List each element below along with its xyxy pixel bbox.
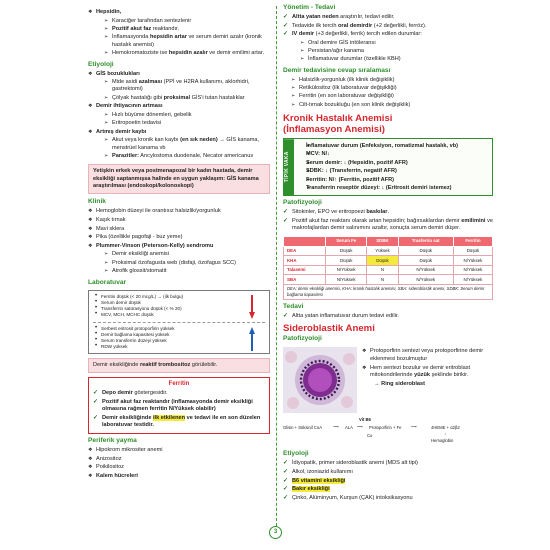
table-header: Ferritin: [453, 236, 492, 246]
list-item: ➢ Çölyak hastalığı gibi proksimal GİS'i tutan hastalıklar: [96, 95, 270, 102]
ferritin-box: [88, 377, 270, 434]
list-item: ✓ Sitokinler, EPO ve eritropoezi baskılar.: [283, 209, 493, 216]
etiyoloji-2-heading: Etiyoloji: [283, 450, 309, 458]
etiyoloji-list: [88, 71, 270, 161]
patofizyoloji-2-heading: Patofizyoloji: [283, 335, 322, 343]
yanit-heading: Demir tedavisine cevap sıralaması: [283, 66, 391, 74]
list-item: ❖ Anizositoz: [88, 456, 270, 463]
list-item: • Transferrin reseptör düzeyi: ↓ (Eritrosit demiri istemez): [298, 185, 488, 192]
hepsidin-sub-4: ➢ Hemokromatoziste ise hepsidin azalır ve demir emilimi artar.: [96, 50, 270, 57]
hepsidin-list: [88, 9, 270, 57]
list-item: ➢ Oral demire GİS intöleransı: [292, 40, 493, 47]
kha-title: Kronik Hastalık Anemisi: [283, 113, 393, 125]
list-item: ➢ Cilt-tırnak bozukluğu (en son klinik değişiklik): [283, 102, 493, 109]
list-item: ➢ Persistan/ağır kanama: [292, 48, 493, 55]
lab-down-1: • Ferritin düşük (< 20 mcg/L) → (ilk bulgu): [93, 294, 265, 300]
klinik-heading: Klinik: [88, 198, 106, 206]
list-item: ✓ Altta yatan neden araştırılır, tedavi edilir.: [283, 14, 493, 21]
column-divider: [276, 6, 277, 536]
list-item: ✓ Tedavide ilk tercih oral demirdir (+2 değerlikli, ferröz).: [283, 23, 493, 30]
table-header: Serum Fe: [326, 236, 367, 246]
list-item: ➢ Halsizlik-yorgunluk (ilk klinik değişiklik): [283, 77, 493, 84]
hepsidin-sub-1: ➢ Karaciğer tarafından sentezlenir: [96, 18, 270, 25]
list-item: ❖ Protoporfirin sentezi veya protoporfirine demir eklenmesi bozulmuştur: [362, 348, 493, 363]
arrow-up-icon: [249, 327, 255, 351]
list-item: ➢ Proksimal özofagusta web (disfaji, özofagus SCC): [96, 260, 270, 267]
yanit-list: [283, 77, 493, 110]
periferik-heading: Periferik yayma: [88, 436, 137, 444]
ferritin-title: Ferritin: [168, 381, 190, 388]
etiyoloji-heading: Etiyoloji: [88, 60, 114, 68]
table-row: DEA Düşük Yüksek Düşük Düşük: [284, 246, 493, 256]
table-row: SBA N/Yüksek N N/Yüksek N/Yüksek: [284, 275, 493, 285]
ring-sideroblast-label: → Ring sideroblast: [374, 381, 425, 388]
arrow-down-icon: ↓: [444, 431, 447, 437]
ring-sideroblast-micrograph: [283, 347, 357, 413]
protoporfirin-label: Protoporfirin + Fe: [369, 425, 402, 431]
list-item: ➢ Mide asidi azalması (PPİ ve H2RA kullanımı, aklorhidri, gastrektomi): [96, 79, 270, 94]
list-item: ❖ Pika (özellikle pagofaji - buz yeme): [88, 234, 270, 241]
list-item: • Serum demir: ↓ (Hepsidin, pozitif AFR): [298, 160, 488, 167]
list-item: ❖ Mavi sklera: [88, 226, 270, 233]
table-header: SDBK: [367, 236, 398, 246]
list-item: ➢ Akut veya kronik kan kaybı (en sık neden) → GİS kanama, menstrüel kanama vb: [96, 137, 270, 152]
list-item: ✓ IV demir (+3 değerlikli, ferrik) tercih edilen durumlar: ➢ Oral demire GİS intöleransı ➢ Persistan/ağır kanama ➢ İnflamatuvar durumlar (özellikle KBH): [283, 31, 493, 64]
hepsidin-item: ❖ Hepsidin, ➢ Karaciğer tarafından sentezlenir ➢ Pozitif akut faz reaktandır. ➢ İnflamasyonda hepsidin artar ve serum demiri azalır (kronik hastalık anemisi) ➢ Hemokromatoziste ise hepsidin azalır ve demir emilimi artar.: [88, 9, 270, 57]
table-header: [284, 236, 326, 246]
yonetim-heading: Yönetim - Tedavi: [283, 4, 336, 11]
list-item: ❖ Hemoglobin düzeyi ile orantısız halsizlik/yorgunluk: [88, 208, 270, 215]
lab-up-2: • Demir bağlama kapasitesi yüksek: [93, 332, 265, 338]
list-item: ❖ Kalem hücreleri: [88, 473, 270, 480]
right-column: [283, 4, 493, 502]
gis-bleeding-note: Yetişkin erkek veya postmenapozal bir kadın hastada, demir eksikliği saptanmışsa halinde en uygun yaklaşım: GİS kanama araştırılması (endoskopi/kolonoskopi): [88, 164, 270, 194]
list-item: ➢ Retikülositoz (ilk laboratuvar değişikliği): [283, 85, 493, 92]
list-item: • İnflamatuvar durum (Enfeksiyon, romatizmal hastalık, vb): [298, 143, 488, 150]
table-header: Trasferrin sat: [398, 236, 453, 246]
periferik-list: [88, 447, 270, 480]
patofizyoloji-list: [283, 209, 493, 232]
hepsidin-sub-3: ➢ İnflamasyonda hepsidin artar ve serum demiri azalır (kronik hastalık anemisi): [96, 34, 270, 49]
list-item: ✓ B6 vitamini eksikliği: [283, 478, 493, 485]
list-item: ❖ Hipokrom mikrositer anemi: [88, 447, 270, 454]
list-item: ✓ Demir eksikliğinde ilk etkilenen ve tedavi ile en son düzelen laboratuvar testidir.: [93, 415, 265, 430]
etiyoloji-item-ihtiyac: ❖ Demir ihtiyacının artması ➢ Hızlı büyüme dönemleri, gebelik ➢ Eritropoetin tedavisi: [88, 103, 270, 127]
list-item: ➢ Demir eksikliği anemisi: [96, 251, 270, 258]
sideroblastik-title: Sideroblastik Anemi: [283, 323, 375, 335]
lab-up-4: • RDW yüksek: [93, 344, 265, 350]
vit-b6-label: Vit B6: [359, 417, 371, 423]
table-row: KHA Düşük Düşük Düşük N/Yüksek: [284, 256, 493, 266]
list-item: • SDBK: ↓ (Transferrin, negatif AFR): [298, 168, 488, 175]
lab-down-2: • Serum demir düşük: [93, 300, 265, 306]
lab-down-3: • Transferrin satürasyonu düşük (< % 20): [93, 306, 265, 312]
hepsidin-sub-2: ➢ Pozitif akut faz reaktandır.: [96, 26, 270, 33]
arrow-right-icon: ⟶: [357, 424, 364, 430]
trombositoz-note: Demir eksikliğinde reaktif trombositoz görülebilir.: [88, 358, 270, 373]
lab-down-4: • MCV, MCH, MCHC düşük: [93, 312, 265, 318]
tipik-vaka-label: TİPİK VAKA: [284, 139, 294, 195]
list-item: ✓ Altta yatan inflamatuvar durum tedavi edilir.: [283, 313, 493, 320]
list-item: • MCV: N/↓: [298, 151, 488, 158]
sideroblast-section: [283, 347, 493, 413]
list-item: ➢ Eritropoetin tedavisi: [96, 120, 270, 127]
list-item: ✓ İdiyopatik, primer sideroblastik anemi (MDS alt tipi): [283, 460, 493, 467]
list-item: ➢ İnflamatuvar durumlar (özellikle KBH): [292, 56, 493, 63]
glisin-label: Glisin + Süksinil CoA: [283, 425, 322, 431]
list-item: ❖ Hem sentezi bozulur ve demir eritroblast mitokondrilerinde yüzük şeklinde birikir.: [362, 365, 493, 380]
hemoglobin-label: Hemoglobin: [431, 438, 454, 444]
plummer-vinson-item: ❖ Plummer-Vinson (Peterson-Kelly) sendromu ➢ Demir eksikliği anemisi ➢ Proksimal özofagusta web (disfaji, özofagus SCC) ➢ Atrofik glossit/stomatit: [88, 243, 270, 276]
list-item: ✓ Pozitif akut faz reaktanı olarak artan hepsidin; bağırsaklardan demir emilimini ve makrofajlardan demir salınımını azaltır, sonuçta serum demiri düşer.: [283, 218, 493, 233]
table-footnote: DEA: demir eksikliği anemisi, KHA: kronik hastalık anemisi, SBA: sideroblastik anemi, SDBK: Serum demir bağlama kapasitesi: [283, 285, 493, 300]
table-header-row: [284, 236, 493, 246]
arrow-right-icon: ⟶: [333, 424, 340, 430]
lab-up-1: • Serbest eritrosit protoporfirin yüksek: [93, 326, 265, 332]
laboratuvar-heading: Laboratuvar: [88, 278, 127, 286]
arrow-down-icon: [249, 295, 255, 319]
page-number: 3: [269, 526, 282, 539]
arrow-right-icon: ⟶: [411, 424, 418, 430]
list-item: ✓ Bakır eksikliği: [283, 486, 493, 493]
laboratuvar-box: [88, 290, 270, 354]
left-column: [88, 8, 270, 480]
anemia-comparison-table: [283, 236, 493, 285]
patofizyoloji-heading: Patofizyoloji: [283, 199, 322, 207]
list-item: ➢ Atrofik glossit/stomatit: [96, 268, 270, 275]
etiyoloji-item-kayip: ❖ Artmış demir kaybı ➢ Akut veya kronik kan kaybı (en sık neden) → GİS kanama, menstrüel kanama vb ➢ Parazitler: Ancylostoma duodenale, Necator americanus: [88, 129, 270, 161]
list-item: • Ferritin: N/↑ (Ferritin, pozitif AFR): [298, 177, 488, 184]
list-item: ✓ Çinko, Alüminyum, Kurşun (ÇAK) intoksikasyonu: [283, 495, 493, 502]
etiyoloji-item-gis: ❖ GİS bozuklukları ➢ Mide asidi azalması (PPİ ve H2RA kullanımı, aklorhidri, gastrektomi) ➢ Çölyak hastalığı gibi proksimal GİS'i tutan hastalıklar: [88, 71, 270, 103]
heme-label: 4HEME + α2β2: [431, 425, 460, 431]
ala-label: ALA: [345, 425, 353, 431]
list-item: ✓ Depo demir göstergesidir.: [93, 390, 265, 397]
kha-subtitle: (İnflamasyon Anemisi): [283, 124, 385, 136]
yonetim-list: [283, 14, 493, 64]
list-item: ❖ Poikilositoz: [88, 464, 270, 471]
heme-synthesis-diagram: [283, 417, 493, 447]
cu-label: Cu: [367, 433, 373, 439]
table-row: Talasemi N/Yüksek N N/Yüksek N/Yüksek: [284, 265, 493, 275]
tipik-vaka-box: [283, 138, 493, 196]
lab-separator: [93, 322, 265, 323]
klinik-list: [88, 208, 270, 275]
list-item: ➢ Ferritin (en son laboratuvar değişikliği): [283, 93, 493, 100]
lab-up-3: • Serum transferrin düzeyi yüksek: [93, 338, 265, 344]
list-item: ✓ Alkol, izoniazid kullanımı: [283, 469, 493, 476]
list-item: ➢ Hızlı büyüme dönemleri, gebelik: [96, 112, 270, 119]
list-item: ❖ Kaşık tırnak: [88, 217, 270, 224]
tedavi-heading: Tedavi: [283, 303, 304, 311]
list-item: ✓ Pozitif akut faz reaktandır (inflamasyonda demir eksikliği olmasına rağmen ferritin N/Yüksek olabilir): [93, 399, 265, 414]
etiyoloji-2-list: [283, 460, 493, 502]
list-item: ➢ Parazitler: Ancylostoma duodenale, Necator americanus: [96, 153, 270, 160]
